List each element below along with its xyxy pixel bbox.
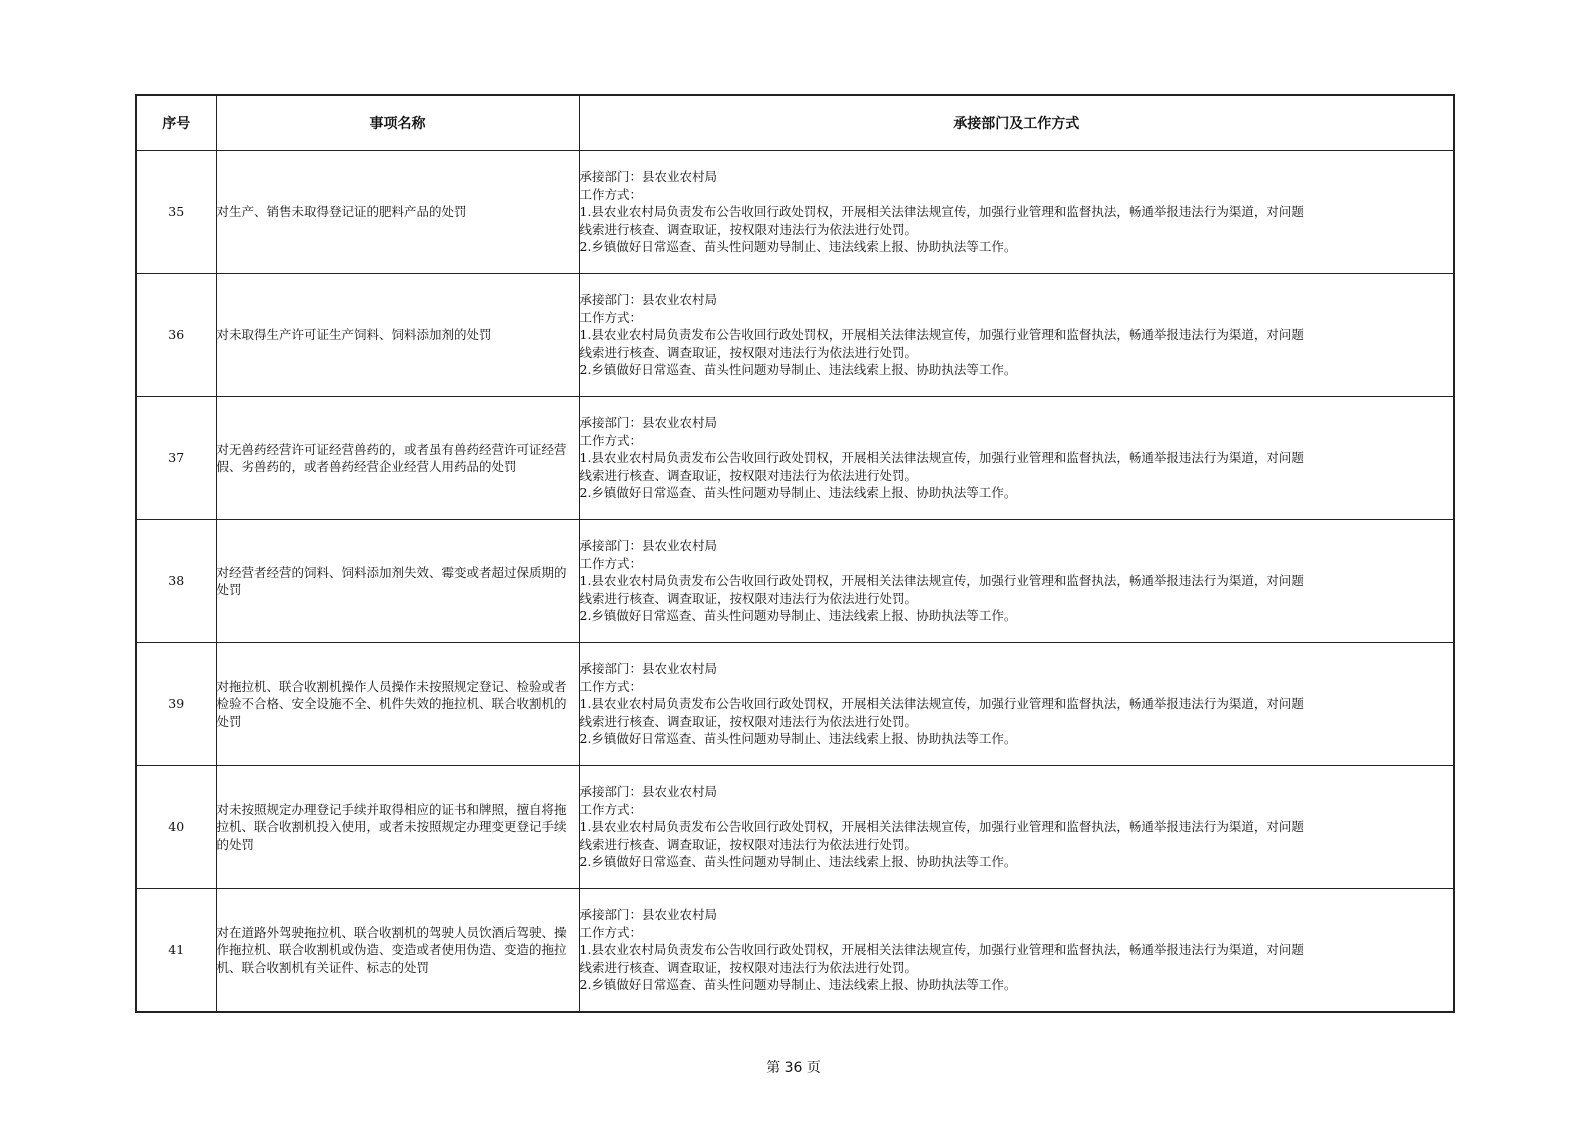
- table-row: [136, 151, 1454, 274]
- row-name: 对拖拉机、联合收割机操作人员操作未按照规定登记、检验或者检验不合格、安全设施不全、机件失效的拖拉机、联合收割机的处罚: [216, 643, 579, 766]
- table-row: [136, 520, 1454, 643]
- row-name: 对未取得生产许可证生产饲料、饲料添加剂的处罚: [216, 274, 579, 397]
- row-name: 对在道路外驾驶拖拉机、联合收割机的驾驶人员饮酒后驾驶、操作拖拉机、联合收割机或伪造、变造或者使用伪造、变造的拖拉机、联合收割机有关证件、标志的处罚: [216, 889, 579, 1013]
- header-name: 事项名称: [216, 95, 579, 151]
- item1-line-b: 线索进行核查、调查取证，按权限对违法行为依法进行处罚。: [579, 467, 918, 483]
- matters-table: [135, 94, 1455, 1013]
- row-dept-work: [579, 520, 1454, 643]
- mode-line: 工作方式：: [579, 555, 643, 571]
- header-seq: 序号: [136, 95, 216, 151]
- table-row: [136, 397, 1454, 520]
- mode-line: 工作方式：: [579, 924, 643, 940]
- row-dept-work: [579, 274, 1454, 397]
- item2-line: 2.乡镇做好日常巡查、苗头性问题劝导制止、违法线索上报、协助执法等工作。: [579, 362, 1017, 378]
- item1-line-b: 线索进行核查、调查取证，按权限对违法行为依法进行处罚。: [579, 713, 918, 729]
- header-dept: 承接部门及工作方式: [579, 95, 1454, 151]
- item1-line-b: 线索进行核查、调查取证，按权限对违法行为依法进行处罚。: [579, 221, 918, 237]
- row-seq: 41: [136, 889, 216, 1013]
- dept-line: 承接部门：县农业农村局: [579, 292, 718, 308]
- item1-line-a: 1.县农业农村局负责发布公告收回行政处罚权，开展相关法律法规宣传，加强行业管理和监督执法，畅通举报违法行为渠道，对问题: [579, 204, 1304, 220]
- mode-line: 工作方式：: [579, 432, 643, 448]
- item1-line-b: 线索进行核查、调查取证，按权限对违法行为依法进行处罚。: [579, 590, 918, 606]
- item1-line-b: 线索进行核查、调查取证，按权限对违法行为依法进行处罚。: [579, 344, 918, 360]
- item2-line: 2.乡镇做好日常巡查、苗头性问题劝导制止、违法线索上报、协助执法等工作。: [579, 854, 1017, 870]
- dept-line: 承接部门：县农业农村局: [579, 907, 718, 923]
- mode-line: 工作方式：: [579, 678, 643, 694]
- item2-line: 2.乡镇做好日常巡查、苗头性问题劝导制止、违法线索上报、协助执法等工作。: [579, 239, 1017, 255]
- item1-line-a: 1.县农业农村局负责发布公告收回行政处罚权，开展相关法律法规宣传，加强行业管理和监督执法，畅通举报违法行为渠道，对问题: [579, 942, 1304, 958]
- item1-line-b: 线索进行核查、调查取证，按权限对违法行为依法进行处罚。: [579, 959, 918, 975]
- row-dept-work: [579, 889, 1454, 1013]
- item2-line: 2.乡镇做好日常巡查、苗头性问题劝导制止、违法线索上报、协助执法等工作。: [579, 485, 1017, 501]
- page-number: 第 36 页: [766, 1060, 821, 1076]
- row-seq: 38: [136, 520, 216, 643]
- row-name: 对生产、销售未取得登记证的肥料产品的处罚: [216, 151, 579, 274]
- table-row: [136, 274, 1454, 397]
- row-seq: 39: [136, 643, 216, 766]
- dept-line: 承接部门：县农业农村局: [579, 661, 718, 677]
- mode-line: 工作方式：: [579, 186, 643, 202]
- row-dept-work: [579, 766, 1454, 889]
- item2-line: 2.乡镇做好日常巡查、苗头性问题劝导制止、违法线索上报、协助执法等工作。: [579, 608, 1017, 624]
- item1-line-a: 1.县农业农村局负责发布公告收回行政处罚权，开展相关法律法规宣传，加强行业管理和监督执法，畅通举报违法行为渠道，对问题: [579, 327, 1304, 343]
- table-row: [136, 889, 1454, 1013]
- table-row: [136, 643, 1454, 766]
- row-seq: 40: [136, 766, 216, 889]
- item2-line: 2.乡镇做好日常巡查、苗头性问题劝导制止、违法线索上报、协助执法等工作。: [579, 977, 1017, 993]
- item1-line-a: 1.县农业农村局负责发布公告收回行政处罚权，开展相关法律法规宣传，加强行业管理和监督执法，畅通举报违法行为渠道，对问题: [579, 819, 1304, 835]
- dept-line: 承接部门：县农业农村局: [579, 415, 718, 431]
- dept-line: 承接部门：县农业农村局: [579, 169, 718, 185]
- row-name: 对未按照规定办理登记手续并取得相应的证书和牌照，擅自将拖拉机、联合收割机投入使用，或者未按照规定办理变更登记手续的处罚: [216, 766, 579, 889]
- mode-line: 工作方式：: [579, 801, 643, 817]
- row-seq: 37: [136, 397, 216, 520]
- row-seq: 36: [136, 274, 216, 397]
- row-dept-work: [579, 397, 1454, 520]
- dept-line: 承接部门：县农业农村局: [579, 784, 718, 800]
- item1-line-b: 线索进行核查、调查取证，按权限对违法行为依法进行处罚。: [579, 836, 918, 852]
- table-row: [136, 766, 1454, 889]
- dept-line: 承接部门：县农业农村局: [579, 538, 718, 554]
- row-name: 对无兽药经营许可证经营兽药的，或者虽有兽药经营许可证经营假、劣兽药的，或者兽药经营企业经营人用药品的处罚: [216, 397, 579, 520]
- row-dept-work: [579, 643, 1454, 766]
- item1-line-a: 1.县农业农村局负责发布公告收回行政处罚权，开展相关法律法规宣传，加强行业管理和监督执法，畅通举报违法行为渠道，对问题: [579, 450, 1304, 466]
- item2-line: 2.乡镇做好日常巡查、苗头性问题劝导制止、违法线索上报、协助执法等工作。: [579, 731, 1017, 747]
- row-name: 对经营者经营的饲料、饲料添加剂失效、霉变或者超过保质期的处罚: [216, 520, 579, 643]
- table-header-row: [136, 95, 1454, 151]
- row-dept-work: [579, 151, 1454, 274]
- row-seq: 35: [136, 151, 216, 274]
- item1-line-a: 1.县农业农村局负责发布公告收回行政处罚权，开展相关法律法规宣传，加强行业管理和监督执法，畅通举报违法行为渠道，对问题: [579, 696, 1304, 712]
- item1-line-a: 1.县农业农村局负责发布公告收回行政处罚权，开展相关法律法规宣传，加强行业管理和监督执法，畅通举报违法行为渠道，对问题: [579, 573, 1304, 589]
- mode-line: 工作方式：: [579, 309, 643, 325]
